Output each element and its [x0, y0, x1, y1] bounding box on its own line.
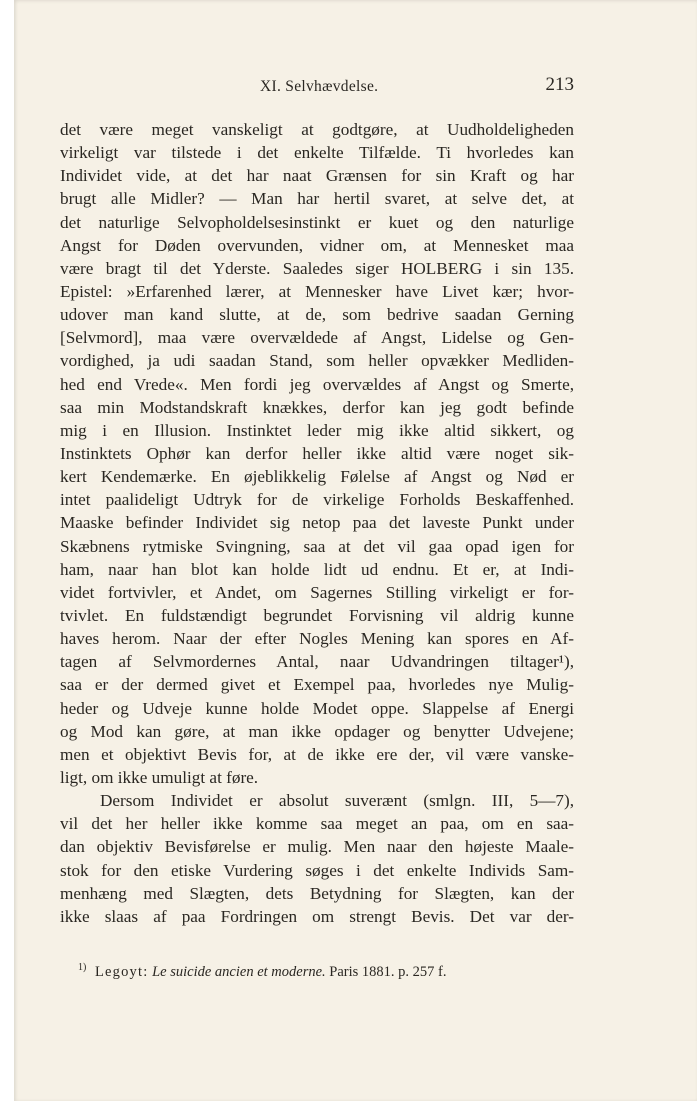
text-line: ligt, om ikke umuligt at føre. [60, 767, 259, 787]
text-line: haves herom. Naar der efter Nogles Mening kan spores en Af- [60, 629, 574, 649]
text-line: tvivlet. En fuldstændigt begrundet Forvisning vil aldrig kunne [60, 605, 574, 625]
text-line: og Mod kan gøre, at man ikke opdager og benytter Udvejene; [60, 721, 574, 741]
text-line: menhæng med Slægten, dets Betydning for Slægten, kan der [60, 883, 574, 903]
text-line: saa er der dermed givet et Exempel paa, hvorledes nye Mulig- [60, 675, 574, 695]
text-line: tagen af Selvmordernes Antal, naar Udvandringen tiltager¹), [60, 652, 574, 672]
text-line: mig i en Illusion. Instinktet leder mig ikke altid sikkert, og [60, 420, 574, 440]
text-line: Instinktets Ophør kan derfor heller ikke altid være noget sik- [60, 443, 574, 463]
body-text [60, 118, 574, 928]
text-line: udover man kand slutte, at de, som bedrive saadan Gerning [60, 305, 574, 325]
text-line: Individet vide, at det har naat Grænsen for sin Kraft og har [60, 166, 574, 186]
text-line: vil det her heller ikke komme saa meget an paa, om en saa- [60, 814, 574, 834]
footnote-title: Le suicide ancien et moderne. [152, 963, 326, 980]
text-line: dan objektiv Bevisførelse er mulig. Men naar den højeste Maale- [60, 837, 574, 857]
text-line: stok for den etiske Vurdering søges i det enkelte Individs Sam- [60, 860, 574, 880]
text-line: saa min Modstandskraft knækkes, derfor kan jeg godt befinde [60, 397, 574, 417]
text-line: men et objektivt Bevis for, at de ikke ere der, vil være vanske- [60, 744, 574, 764]
text-line: det naturlige Selvopholdelsesinstinkt er kuet og den naturlige [60, 212, 574, 232]
text-line: kert Kendemærke. En øjeblikkelig Følelse af Angst og Nød er [60, 467, 574, 487]
text-line: [Selvmord], maa være overvældede af Angst, Lidelse og Gen- [60, 328, 574, 348]
text-line: vordighed, ja udi saadan Stand, som heller opvækker Medliden- [60, 351, 574, 371]
text-line: ham, naar han blot kan holde lidt ud endnu. Et er, at Indi- [60, 559, 574, 579]
footnote-details: Paris 1881. p. 257 f. [329, 963, 447, 980]
text-line: virkeligt var tilstede i det enkelte Tilfælde. Ti hvorledes kan [60, 143, 574, 163]
footnote-author: Legoyt: [94, 963, 149, 980]
text-line: Skæbnens rytmiske Svingning, saa at det vil gaa opad igen for [60, 536, 574, 556]
text-line: Maaske befinder Individet sig netop paa det laveste Punkt under [60, 513, 574, 533]
text-line: intet paalideligt Udtryk for de virkelige Forholds Beskaffenhed. [60, 490, 574, 510]
text-line: heder og Udveje kunne holde Modet oppe. Slappelse af Energi [60, 698, 574, 718]
text-line: videt fortvivler, et Andet, om Sagernes Stilling virkeligt er for- [60, 582, 574, 602]
text-line: ikke slaas af paa Fordringen om strengt Bevis. Det var der- [60, 906, 574, 926]
footnote-marker: 1) [78, 962, 87, 973]
scan-margin [0, 0, 14, 1101]
text-line: Epistel: »Erfarenhed lærer, at Mennesker have Livet kær; hvor- [60, 281, 574, 301]
text-line: Angst for Døden overvunden, vidner om, at Mennesket maa [60, 235, 574, 255]
text-line: brugt alle Midler? — Man har hertil svaret, at selve det, at [60, 189, 574, 209]
text-line: hed end Vrede«. Men fordi jeg overvældes af Angst og Smerte, [60, 374, 574, 394]
page-number: 213 [545, 74, 574, 95]
text-line: Dersom Individet er absolut suverænt (smlgn. III, 5—7), [100, 791, 574, 811]
running-title: XI. Selvhævdelse. [260, 78, 379, 95]
text-line: være bragt til det Yderste. Saaledes siger HOLBERG i sin 135. [60, 258, 574, 278]
running-head [60, 74, 574, 100]
footnote [78, 962, 447, 981]
text-line: det være meget vanskeligt at godtgøre, at Uudholdeligheden [60, 120, 574, 139]
